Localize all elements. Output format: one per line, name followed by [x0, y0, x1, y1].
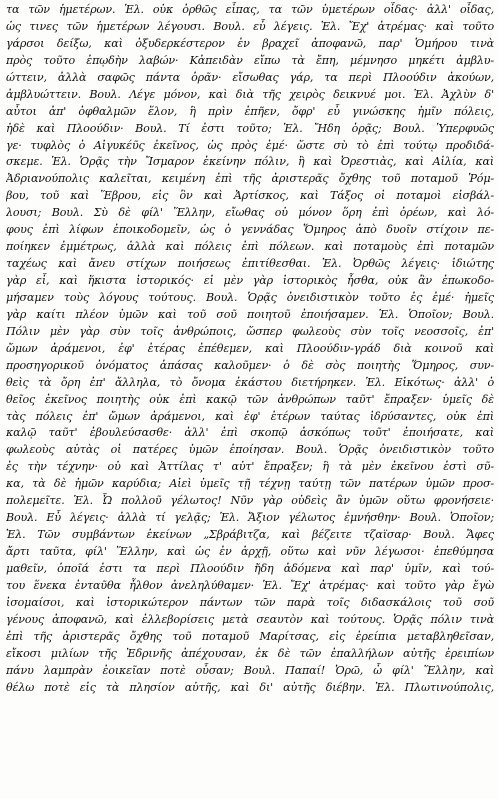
text-line: γάρσοι δείξω, καὶ ὀξυδερκέστερον ἐν βραχεῖ ἀποφανῶ, παρ' Ὁμήρου τινὰ — [6, 36, 494, 50]
text-line: Πόλιν μὲν γὰρ σὺν τοῖς ἀνθρώποις, ὥσπερ φωλεοὺς σὺν τοῖς νεοσσοῖς, ἐπ' — [6, 324, 494, 338]
text-line: πολεμεῖτε. Ἑλ. Ὦ πολλοῦ γέλωτος! Νῦν γὰρ οὐδεὶς ἂν ὑμῶν οὕτω φρονήσειε· — [6, 494, 494, 508]
text-line: τὰς πόλεις ἐπ' ὤμων ἀράμενοι, καὶ ἐφ' ἑτέρων ταύτας ἱδρύσαντες, οὐκ ἐπὶ — [6, 409, 494, 423]
text-line: γὰρ εἶ, καὶ ἥκιστα ἱστορικός· εἰ μὲν γὰρ ἱστορικὸς ἦσθα, οὐκ ἂν ἐπωκοδο- — [6, 274, 494, 287]
text-line: προσηγορικοῦ ὀνόματος ἁπάσας καλοῦμεν· ὁ δὲ σὸς ποιητὴς Ὅμηρος, συν- — [6, 358, 494, 372]
text-line: ὤμων ἀράμενοι, ἐφ' ἑτέρας ἐπέθεμεν, καὶ Πλοούδιν-γράδ διὰ κοινοῦ καὶ — [6, 341, 494, 355]
text-line: αὖτοι ἀπ' ὀφθαλμῶν ἕλον, ἣ πρὶν ἐπῆεν, ὄφρ' εὖ γινώσκης ἡμῖν πόλεις, — [6, 104, 494, 118]
text-line: γένους ἀποφανῶ, καὶ ἐλλεβορίσεις μετὰ σεαυτὸν καὶ τούτους. Ὁρᾷς πόλιν τινὰ — [6, 612, 494, 626]
text-line: ἄρτι ταῦτα, φίλ' Ἕλλην, καὶ ὡς ἐν ἀρχῇ, οὕτω καὶ νῦν λέγωσοι· ἐπεθύμησα — [6, 545, 494, 558]
text-line: ἐπὶ τῆς ἀριστερᾶς ὄχθης τοῦ ποταμοῦ Μαρίτσας, εἰς ἐρείπια μεταβληθεῖσαν, — [6, 629, 494, 643]
text-line: ώττειν, ἀλλὰ σαφῶς πάντα ὁρᾶν· εἴσωθας γάρ, τα περὶ Πλοούδιν ἀκούων, — [6, 70, 494, 84]
text-line: πρὸς τοῦτο ἐπῳδὴν λαβών· Κἀπειδὰν εἴπω τὰ ἔπη, μέμνησο μηκέτι ἀμβλυ- — [6, 53, 494, 67]
text-line: γε· τυφλὸς ὁ Αἰγυκέῦς ἐκεῖνος, ὡς πρὸς ἐμέ· ὥστε σὺ τὸ ἐπὶ τούτῳ προδιδά- — [6, 138, 494, 152]
text-line: γὰρ καίτι πλέον ὑμῶν καὶ τοῦ σοῦ ποιητοῦ ἐποιήσαμεν. Ἑλ. Ὁποῖον; Βουλ. — [6, 307, 494, 321]
text-line — [6, 696, 494, 713]
text-line: ὡς τινες τῶν ἡμετέρων λέγουσι. Βουλ. εὖ λέγεις. Ἑλ. Ἔχ' ἀτρέμας· καὶ τοῦτο — [6, 19, 494, 33]
text-line: κα, τὰ δὲ ἡμῶν καρύδια; Αἰεὶ ὑμεῖς τῇ τέχνῃ ταύτῃ τῶν πατέρων ὑμῶν προσ- — [6, 477, 494, 491]
text-line: ἀμβλυώττειν. Βουλ. Λέγε μόνον, καὶ διὰ τῆς χειρὸς δεικνυέ μοι. Ἑλ. Ἀχλὺν δ' — [6, 87, 494, 101]
text-line: ποίηκεν ἐμμέτρως, ἀλλὰ καὶ πόλεις ἐπὶ πόλεων. καὶ ποταμοὺς ἐπὶ ποταμῶν — [6, 240, 494, 254]
text-line: ἐς τὴν τέχνην· οὐ καὶ Ἀττίλας τ' αὐτ' ἔπραξεν; ἣ τὰ μὲν ἐκεῖνου ἐστὶ σῦ- — [6, 460, 494, 474]
text-line: μαθεῖν, ὁποῖά ἐστι τα περὶ Πλοούδιν ἤδη ἀδόμενα καὶ παρ' ὑμῖν, καὶ τού- — [6, 561, 494, 575]
text-line: εἴκοσι μιλίων τῆς Ἐδρινῆς ἀπέχουσαν, ἐκ δὲ τῶν ἐπαλλήλων αὐτῆς ἐρειπίων — [6, 646, 494, 660]
greek-text-body — [6, 2, 494, 713]
text-line: καλῷ ταῦτ' ἐβουλεύσασθε· ἀλλ' ἐπὶ σκοπῷ ἀσκόπως τοῦτ' ἐποιήσατε, καὶ — [6, 426, 494, 440]
text-line: τα τῶν ἡμετέρων. Ἑλ. οὐκ ὀρθῶς εἶπας, τα τῶν ὑμετέρων οἶδας· ἀλλ' οἶδας, — [6, 3, 494, 16]
text-line: πάνυ λαμπρὰν ἐοικεῖαν ποτὲ οὖσαν; Βουλ. Παπαί! Ὁρῶ, ὦ φίλ' Ἕλλην, καὶ — [6, 663, 494, 677]
text-line: του ἕνεκα ἐνταῦθα ἦλθον ἀνεληλύθαμεν· Ἑλ. Ἔχ' ἀτρέμας· καὶ τοῦτο γὰρ ἔγὼ — [6, 578, 494, 592]
text-line: φους ἐπὶ λίφων ἐποικοδομεῖν, ὡς ὁ γεννάδας Ὅμηρος ἀπὸ δυοῖν στίχοιν πε- — [6, 223, 494, 237]
text-line: λουσι; Βουλ. Σὺ δὲ φίλ' Ἕλλην, εἴωθας οὐ μόνον ὅρη ἐπὶ ὀρέων, καὶ λό- — [6, 206, 494, 220]
text-line: Ἀδριανούπολις καλεῖται, κειμένη ἐπὶ τῆς ἀριστερᾶς ὄχθης τοῦ ποταμοῦ Ῥόμ- — [6, 172, 494, 186]
text-line: Ἑλ. Τῶν συμβάντων ἐκείνων „Σβράβιτζα, καὶ βέζειτε τζαϊσαρ· Βουλ. Ἄφες — [6, 528, 494, 542]
text-line: ταχέως καὶ ἄνευ στίχων ποιήσεως ἐπιτίθεσθαι. Ἑλ. Ὀρθῶς λέγεις· ἰδιώτης — [6, 257, 494, 271]
text-line: θέλω ποτὲ εἰς τὰ πλησίον αὐτῆς, καὶ δι' αὐτῆς διέβην. Ἑλ. Πλωτινούπολις, — [6, 680, 494, 694]
text-line: μήσαμεν τοὺς λόγους τούτους. Βουλ. Ὁρᾷς ὀνειδιστικὸν τοῦτο ἐς ἐμέ· ἡμεῖς — [6, 290, 494, 304]
text-line: σκεμε. Ἑλ. Ὁρᾷς τὴν Ἴσμαρον ἐκείνην πόλιν, ἣ καὶ Ὀρεστιὰς, καὶ Αἰλία, καὶ — [6, 155, 494, 169]
text-line: βου, τοῦ καὶ Ἕβρου, εἰς ὃν καὶ Ἀρτίσκος, καὶ Τάξος οἱ ποταμοὶ εἰσβάλ- — [6, 189, 494, 203]
text-line: ἠδὲ καὶ Πλοούδιν· Βουλ. Τί ἐστι τοῦτο; Ἑλ. Ἤδη ὁρᾷς; Βουλ. Ὑπερφυῶς — [6, 121, 494, 135]
text-line: Βουλ. Εὖ λέγεις· ἀλλὰ τί γελᾷς; Ἑλ. Ἄξιον γέλωτος ἐμνήσθην· Βουλ. Ὁποῖον; — [6, 511, 494, 525]
text-line: ἰσομαίσοι, καὶ ἱστορικώτερον πάντων τῶν παρὰ τοῖς διδασκάλοις τοῦ σοῦ — [6, 595, 494, 609]
text-line: φωλεοὺς αὐτὰς οἱ πατέρες ὑμῶν ἐποίησαν. Βουλ. Ὁρᾷς ὀνειδιστικὸν τοῦτο — [6, 443, 494, 457]
text-line: θεὶς τὰ ὄρη ἐπ' ἄλληλα, τὸ ὄνομα ἑκάστου διετήρηκεν. Ἑλ. Εἰκότως· ἀλλ' ὁ — [6, 375, 494, 389]
text-line: θεῖος ἐκεῖνος ποιητὴς οὐκ ἐπὶ κακῷ τῶν ἀνθρώπων ταῦτ' ἔπραξεν· ὑμεῖς δὲ — [6, 392, 494, 406]
